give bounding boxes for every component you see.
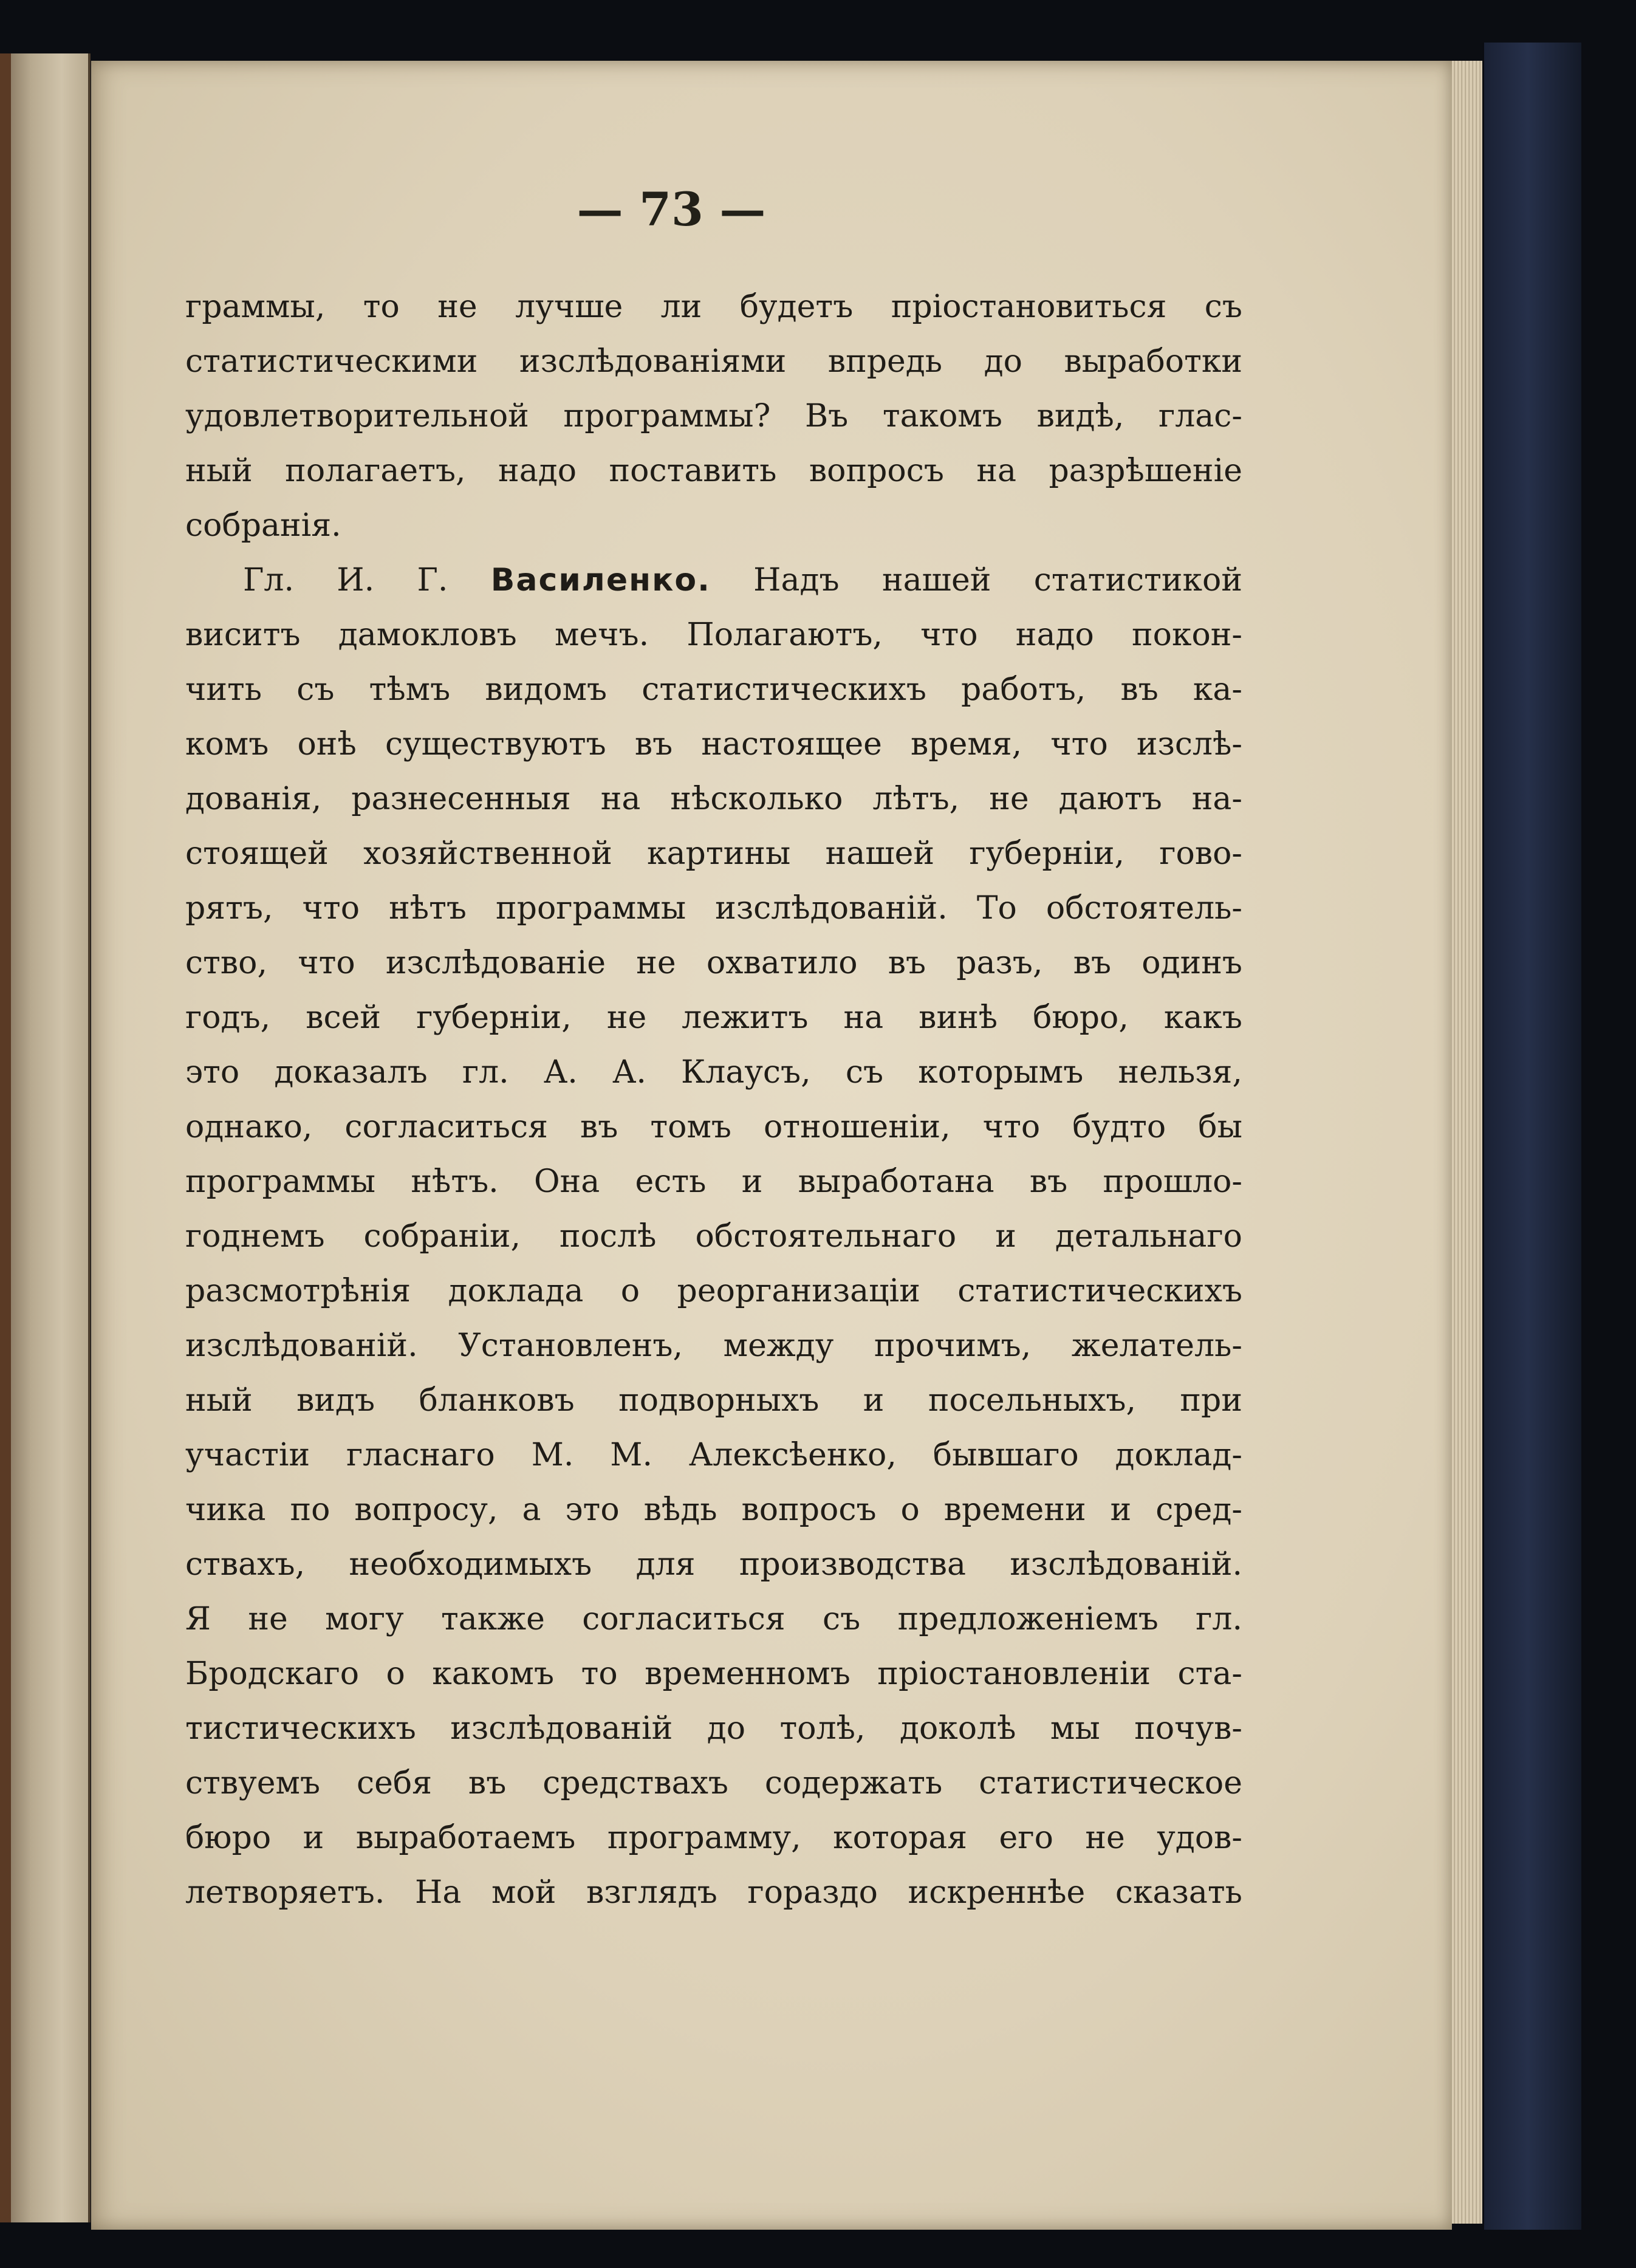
text-line: Бродскаго о какомъ то временномъ пріостановленіи ста-: [185, 1656, 1242, 1692]
text-line: дованія, разнесенныя на нѣсколько лѣтъ, не даютъ на-: [185, 781, 1242, 817]
text-line: собранія.: [185, 507, 341, 544]
text-line: летворяетъ. На мой взглядъ гораздо искреннѣе сказать: [185, 1874, 1242, 1911]
text-line: статистическими изслѣдованіями впредь до выработки: [185, 343, 1242, 380]
text-line: ный видъ бланковъ подворныхъ и посельныхъ, при: [185, 1382, 1242, 1419]
text-line: участіи гласнаго М. М. Алексѣенко, бывшаго доклад-: [185, 1437, 1242, 1473]
body-text: [185, 279, 1242, 1920]
speaker-prefix: Гл. И. Г.: [243, 562, 448, 598]
text-line: ствахъ, необходимыхъ для производства изслѣдованій.: [185, 1546, 1242, 1583]
text-line: чить съ тѣмъ видомъ статистическихъ работъ, въ ка-: [185, 671, 1242, 708]
text-line: Я не могу также согласиться съ предложеніемъ гл.: [185, 1601, 1242, 1637]
text-line: ство, что изслѣдованіе не охватило въ разъ, въ одинъ: [185, 945, 1242, 981]
text-line: это доказалъ гл. А. А. Клаусъ, съ которымъ нельзя,: [185, 1054, 1242, 1091]
page-number: — 73 —: [577, 182, 766, 236]
text-line: ствуемъ себя въ средствахъ содержать статистическое: [185, 1765, 1242, 1801]
speech-start-text: Надъ нашей статистикой: [753, 562, 1242, 598]
text-line: ный полагаетъ, надо поставить вопросъ на разрѣшеніе: [185, 453, 1242, 489]
text-line: бюро и выработаемъ программу, которая его не удов-: [185, 1820, 1242, 1856]
text-line: рятъ, что нѣтъ программы изслѣдованій. То обстоятель-: [185, 890, 1242, 927]
text-line: граммы, то не лучше ли будетъ пріостановиться съ: [185, 289, 1242, 325]
text-line: однако, согласиться въ томъ отношеніи, что будто бы: [185, 1109, 1242, 1145]
text-line: изслѣдованій. Установленъ, между прочимъ, желатель-: [185, 1328, 1242, 1364]
text-line: стоящей хозяйственной картины нашей губерніи, гово-: [185, 835, 1242, 872]
text-line: чика по вопросу, а это вѣдь вопросъ о времени и сред-: [185, 1492, 1242, 1528]
text-line: годъ, всей губерніи, не лежитъ на винѣ бюро, какъ: [185, 999, 1242, 1036]
speaker-name: Василенко.: [490, 562, 711, 598]
previous-page-edge: [0, 53, 91, 2222]
text-line: удовлетворительной программы? Въ такомъ видѣ, глас-: [185, 398, 1242, 434]
text-line: программы нѣтъ. Она есть и выработана въ прошло-: [185, 1163, 1242, 1200]
text-line: годнемъ собраніи, послѣ обстоятельнаго и детальнаго: [185, 1218, 1242, 1255]
page-stack-edge: [1452, 61, 1482, 2224]
speech-start-line: [185, 553, 1242, 608]
text-line: разсмотрѣнія доклада о реорганизаціи статистическихъ: [185, 1273, 1242, 1309]
book-cover: [1482, 43, 1581, 2230]
text-line: виситъ дамокловъ мечъ. Полагаютъ, что надо покон-: [185, 617, 1242, 653]
text-line: тистическихъ изслѣдованій до толѣ, доколѣ мы почув-: [185, 1710, 1242, 1747]
text-line: комъ онѣ существуютъ въ настоящее время, что изслѣ-: [185, 726, 1242, 762]
